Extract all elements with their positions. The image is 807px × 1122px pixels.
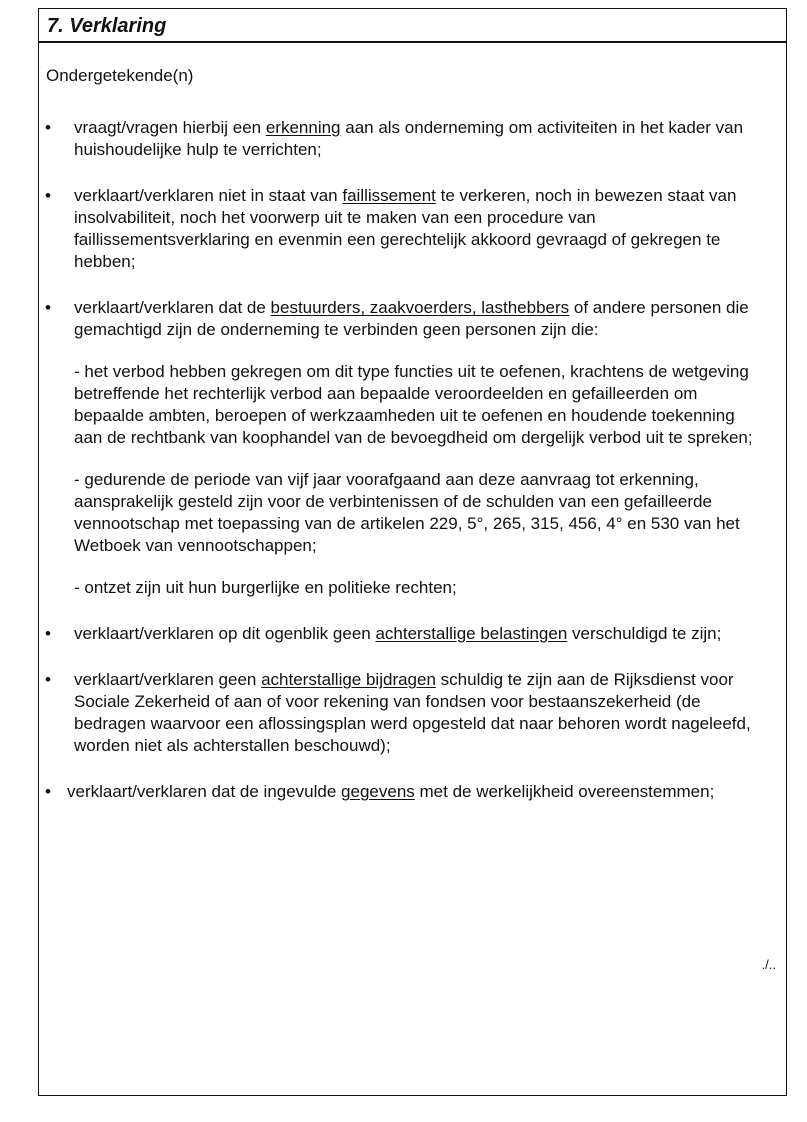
declaration-list <box>39 117 786 827</box>
item-text-post: verschuldigd te zijn; <box>567 624 722 643</box>
term-faillissement: faillissement <box>342 186 436 205</box>
term-achterstallige-bijdragen: achterstallige bijdragen <box>261 670 436 689</box>
declaration-item-recognition <box>39 117 786 161</box>
term-bestuurders: bestuurders, zaakvoerders, lasthebbers <box>270 298 570 317</box>
item-text-pre: verklaart/verklaren niet in staat van <box>74 186 343 205</box>
item-text-post: aan als onderneming om activiteiten in het kader van huishoudelijke hulp te verrichten; <box>74 118 744 159</box>
declaration-item-bankruptcy <box>39 185 786 273</box>
bullet-icon: • <box>45 118 51 137</box>
term-achterstallige-belastingen: achterstallige belastingen <box>375 624 568 643</box>
declaration-frame <box>38 8 787 1096</box>
bullet-icon: • <box>45 186 51 205</box>
item-text-pre: verklaart/verklaren dat de <box>74 298 271 317</box>
section-title: 7. Verklaring <box>39 9 786 43</box>
bullet-icon: • <box>45 624 51 643</box>
term-gegevens: gegevens <box>341 782 415 801</box>
sub-clause-rights: - ontzet zijn uit hun burgerlijke en politieke rechten; <box>74 578 457 597</box>
sub-clause-ban: - het verbod hebben gekregen om dit type functies uit te oefenen, krachtens de wetgeving betreffende het rechterlijk verbod aan bepaalde veroordeelden en gefailleerden om bepaalde ambten, beroepen of werkzaamheden uit te oefenen en houdende toekenning aan de rechtbank van koophandel van de bevoegdheid om dergelijk verbod uit te spreken; <box>74 362 753 447</box>
declaration-item-directors <box>39 297 786 599</box>
declaration-item-data <box>39 781 786 803</box>
bullet-icon: • <box>45 298 51 317</box>
item-text-pre: verklaart/verklaren op dit ogenblik geen <box>74 624 376 643</box>
declaration-item-contributions <box>39 669 786 757</box>
bullet-icon: • <box>45 782 51 801</box>
bullet-icon: • <box>45 670 51 689</box>
item-text-post: schuldig te zijn aan de Rijksdienst voor Sociale Zekerheid of aan of voor rekening van fondsen voor bestaanszekerheid (de bedragen waarvoor een aflossingsplan werd opgesteld dat naar behoren wordt nageleefd, worden niet als achterstallen beschouwd); <box>74 670 751 755</box>
continuation-mark: ./.. <box>761 957 776 972</box>
item-text-post: met de werkelijkheid overeenstemmen; <box>414 782 715 801</box>
item-text-post: te verkeren, noch in bewezen staat van insolvabiliteit, noch het voorwerp uit te maken van een procedure van faillissementsverklaring en evenmin een gerechtelijk akkoord gevraagd of gekregen te hebben; <box>74 186 737 271</box>
intro-text: Ondergetekende(n) <box>46 66 194 85</box>
sub-clause-liability: - gedurende de periode van vijf jaar voorafgaand aan deze aanvraag tot erkenning, aansprakelijk gesteld zijn voor de verbintenissen of de schulden van een gefailleerde vennootschap met toepassing van de artikelen 229, 5°, 265, 315, 456, 4° en 530 van het Wetboek van vennootschappen; <box>74 470 740 555</box>
item-text-pre: verklaart/verklaren geen <box>74 670 262 689</box>
item-text-pre: verklaart/verklaren dat de ingevulde <box>67 782 342 801</box>
item-text-post: of andere personen die gemachtigd zijn de onderneming te verbinden geen personen zijn die: <box>74 298 749 339</box>
declaration-item-taxes <box>39 623 786 645</box>
term-erkenning: erkenning <box>265 118 341 137</box>
item-text-pre: vraagt/vragen hierbij een <box>74 118 266 137</box>
